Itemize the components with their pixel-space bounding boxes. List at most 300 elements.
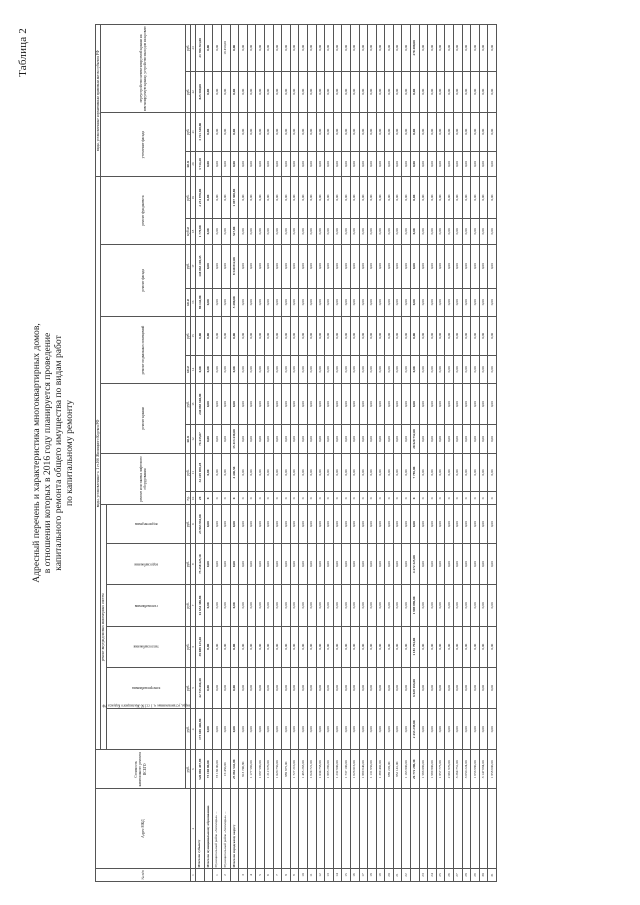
- row-value: 0,00: [213, 218, 222, 244]
- th-unit: руб.: [185, 383, 190, 424]
- row-value: 0: [204, 491, 213, 504]
- row-value: 0,00: [299, 424, 308, 452]
- row-value: 0,00: [230, 316, 239, 355]
- row-value: 0,00: [385, 584, 394, 625]
- row-value: 0,00: [204, 383, 213, 424]
- row-value: 0,00: [213, 316, 222, 355]
- row-value: 0,00: [488, 626, 497, 667]
- column-index-cell: 8: [191, 543, 196, 584]
- row-value: 0,00: [213, 626, 222, 667]
- row-value: 0,00: [393, 453, 402, 492]
- row-value: 0,00: [333, 543, 342, 584]
- column-index-cell: 13: [191, 383, 196, 424]
- row-value: 0,00: [325, 288, 334, 316]
- table-total-row: [196, 24, 205, 881]
- column-index-cell: 6: [191, 626, 196, 667]
- row-value: 0,00: [204, 543, 213, 584]
- row-value: 0,00: [350, 543, 359, 584]
- row-value: 0,00: [462, 71, 471, 112]
- row-value: 0,00: [488, 453, 497, 492]
- row-value: 0,00: [462, 543, 471, 584]
- row-value: 0,00: [376, 244, 385, 288]
- row-value: 0,00: [204, 453, 213, 492]
- column-index-cell: 20: [191, 151, 196, 177]
- row-value: 0: [419, 491, 428, 504]
- row-value: 0: [342, 491, 351, 504]
- row-value: 0,00: [471, 626, 480, 667]
- row-value: 0: [368, 491, 377, 504]
- row-value: 0,00: [256, 24, 265, 71]
- row-value: 0,00: [393, 288, 402, 316]
- th-other-works: переустройство невентилируемой крыши на вентилируемую крышу, устройство выходов на кровлю: [101, 24, 185, 112]
- row-value: 0,00: [411, 71, 420, 112]
- row-cost: 73 160 00,00: [204, 749, 213, 788]
- row-value: 0,00: [222, 176, 231, 218]
- row-number: 30: [479, 868, 488, 881]
- row-value: 0,00: [342, 355, 351, 383]
- row-value: 0,00: [428, 24, 437, 71]
- row-value: 0,00: [428, 316, 437, 355]
- th-sub-sewer: водоотведения: [106, 504, 185, 543]
- row-value: 0,00: [333, 584, 342, 625]
- row-value: 0,00: [256, 584, 265, 625]
- row-value: 0,00: [290, 71, 299, 112]
- row-value: 0,00: [428, 504, 437, 543]
- row-value: 0,00: [376, 71, 385, 112]
- row-number: 29: [471, 868, 480, 881]
- table-row: [368, 24, 377, 881]
- table-label: Таблица 2: [17, 27, 29, 77]
- row-value: 0,00: [247, 244, 256, 288]
- row-value: 0,00: [368, 71, 377, 112]
- row-value: 42 735 466,40: [196, 667, 205, 708]
- row-value: 0,00: [428, 71, 437, 112]
- row-value: 0,00: [462, 355, 471, 383]
- row-number: 28: [462, 868, 471, 881]
- row-value: 0,00: [402, 584, 411, 625]
- title-line: Адресный перечень и характеристика многоквартирных домов,: [31, 322, 42, 583]
- row-value: 61 654 380,90: [196, 584, 205, 625]
- row-value: 0: [222, 491, 231, 504]
- row-value: 0,00: [273, 504, 282, 543]
- row-value: 0,00: [204, 151, 213, 177]
- row-value: 0,00: [307, 584, 316, 625]
- row-value: 0,00: [454, 708, 463, 749]
- row-value: 0: [376, 491, 385, 504]
- row-value: 0,00: [333, 504, 342, 543]
- row-value: 0,00: [471, 71, 480, 112]
- row-value: 0,00: [402, 316, 411, 355]
- row-cost: 1 177 560,00: [247, 749, 256, 788]
- row-value: 0,00: [230, 626, 239, 667]
- row-value: 0,00: [222, 151, 231, 177]
- row-value: 0,00: [462, 667, 471, 708]
- row-value: 0,00: [376, 424, 385, 452]
- th-unit: руб.: [185, 749, 190, 788]
- table-row: [488, 24, 497, 881]
- row-address: [342, 788, 351, 868]
- row-value: 0,00: [342, 584, 351, 625]
- row-value: 0,00: [436, 176, 445, 218]
- table-row: [264, 24, 273, 881]
- row-value: 0,00: [299, 453, 308, 492]
- row-value: 0,00: [307, 151, 316, 177]
- row-value: 0,00: [411, 288, 420, 316]
- row-value: 0,00: [307, 543, 316, 584]
- row-value: 0,00: [393, 383, 402, 424]
- row-value: 0: [471, 491, 480, 504]
- row-value: 0,00: [333, 667, 342, 708]
- row-value: 0,00: [368, 708, 377, 749]
- row-number: 14: [333, 868, 342, 881]
- row-value: 0,00: [333, 355, 342, 383]
- row-value: 0,00: [402, 176, 411, 218]
- row-value: 0,00: [307, 71, 316, 112]
- row-address: [419, 788, 428, 868]
- row-value: 0,00: [213, 24, 222, 71]
- row-value: 0,00: [213, 383, 222, 424]
- row-value: 0,00: [411, 112, 420, 151]
- row-value: 0,00: [488, 584, 497, 625]
- row-cost: 1 212 670,00: [264, 749, 273, 788]
- row-cost: 1 969 800,00: [428, 749, 437, 788]
- row-value: 0,00: [222, 383, 231, 424]
- row-value: 148 863 169,45: [196, 244, 205, 288]
- row-value: 0,00: [282, 453, 291, 492]
- row-value: 0,00: [411, 176, 420, 218]
- row-cost: 1 656 980,00: [471, 749, 480, 788]
- th-unit: руб.: [185, 584, 190, 625]
- row-value: 0,00: [445, 355, 454, 383]
- table-row: [436, 24, 445, 881]
- row-number: 10: [299, 868, 308, 881]
- row-value: 0,00: [213, 151, 222, 177]
- row-value: 0,00: [239, 626, 248, 667]
- row-value: 0,00: [316, 71, 325, 112]
- row-value: 0,00: [359, 383, 368, 424]
- table-total-row: [411, 24, 420, 881]
- row-value: 0,00: [282, 24, 291, 71]
- row-value: 0,00: [282, 708, 291, 749]
- row-value: 0,00: [247, 584, 256, 625]
- row-value: 0,00: [436, 24, 445, 71]
- row-value: 0,00: [419, 71, 428, 112]
- table-row: [299, 24, 308, 881]
- row-value: 0,00: [376, 626, 385, 667]
- row-value: 0,00: [196, 316, 205, 355]
- row-value: 0,00: [342, 24, 351, 71]
- row-value: 0,00: [222, 453, 231, 492]
- row-value: 0,00: [290, 453, 299, 492]
- row-address: [256, 788, 265, 868]
- row-value: 0,00: [402, 543, 411, 584]
- row-value: 0,00: [471, 383, 480, 424]
- table-row: [290, 24, 299, 881]
- row-value: 0,00: [385, 708, 394, 749]
- row-value: 0,00: [273, 316, 282, 355]
- row-value: 0: [411, 491, 420, 504]
- row-value: 0,00: [454, 244, 463, 288]
- row-value: 0,00: [290, 355, 299, 383]
- row-value: 0,00: [376, 667, 385, 708]
- row-value: 0,00: [462, 218, 471, 244]
- row-value: 0,00: [247, 288, 256, 316]
- row-value: 0,00: [350, 176, 359, 218]
- row-value: 0,00: [213, 71, 222, 112]
- row-value: 0,00: [204, 24, 213, 71]
- row-value: 0,00: [299, 504, 308, 543]
- row-value: 0,00: [264, 543, 273, 584]
- row-address: Итого по городскому округу: [230, 788, 239, 868]
- row-value: 0,00: [325, 584, 334, 625]
- row-value: 0,00: [333, 383, 342, 424]
- row-value: 0,00: [213, 176, 222, 218]
- table-row: [471, 24, 480, 881]
- row-value: 0,00: [333, 453, 342, 492]
- row-value: 0,00: [290, 504, 299, 543]
- row-value: 0,00: [222, 424, 231, 452]
- row-cost: 1 624 721,00: [307, 749, 316, 788]
- row-value: 0,00: [454, 151, 463, 177]
- row-value: 0,00: [411, 355, 420, 383]
- row-value: 0,00: [445, 176, 454, 218]
- row-value: 0,00: [428, 244, 437, 288]
- row-number: 23: [419, 868, 428, 881]
- row-value: 0,00: [299, 71, 308, 112]
- row-address: Муниципальный район «Заполярье» ...: [222, 788, 231, 868]
- row-value: 0,00: [230, 667, 239, 708]
- row-value: 0,00: [419, 316, 428, 355]
- row-value: 0,00: [428, 288, 437, 316]
- row-value: 0,00: [342, 218, 351, 244]
- th-unit: руб.: [185, 453, 190, 492]
- row-value: 0,00: [402, 453, 411, 492]
- row-value: 0,00: [239, 244, 248, 288]
- row-value: 0,00: [264, 626, 273, 667]
- row-value: 0,00: [428, 383, 437, 424]
- row-value: 0,00: [350, 626, 359, 667]
- row-value: 0,00: [325, 626, 334, 667]
- row-value: 0,00: [419, 504, 428, 543]
- row-value: 0,00: [222, 112, 231, 151]
- row-value: 0,00: [368, 112, 377, 151]
- row-value: 0,00: [350, 24, 359, 71]
- row-value: 0,00: [264, 584, 273, 625]
- row-address: [471, 788, 480, 868]
- row-value: 0,00: [316, 626, 325, 667]
- row-value: 0,00: [436, 288, 445, 316]
- row-value: 0: [299, 491, 308, 504]
- row-value: 0,00: [239, 424, 248, 452]
- table-row: [428, 24, 437, 881]
- row-value: 0,00: [204, 355, 213, 383]
- th-unit: руб.: [185, 504, 190, 543]
- row-value: 0,00: [204, 316, 213, 355]
- row-value: 0,00: [350, 708, 359, 749]
- row-value: 0,00: [393, 504, 402, 543]
- row-value: 0,00: [445, 151, 454, 177]
- column-index-cell: 15: [191, 316, 196, 355]
- th-facade: ремонт фасада: [101, 244, 185, 316]
- row-value: 0,00: [290, 316, 299, 355]
- th-sub-water: водоснабжения: [106, 543, 185, 584]
- row-value: 0,00: [488, 218, 497, 244]
- row-cost: 520 896 497,99: [196, 749, 205, 788]
- row-value: 0,00: [264, 355, 273, 383]
- row-value: 0,00: [359, 151, 368, 177]
- row-cost: 1 369 402,00: [376, 749, 385, 788]
- row-number: 20: [385, 868, 394, 881]
- row-value: 0,00: [436, 151, 445, 177]
- row-value: 0,00: [213, 355, 222, 383]
- row-cost: 1 626 016,00: [350, 749, 359, 788]
- row-value: 0,00: [359, 626, 368, 667]
- row-number: 8: [282, 868, 291, 881]
- row-value: 0,00: [299, 383, 308, 424]
- row-cost: 1 566 090,00: [419, 749, 428, 788]
- row-value: 0,00: [333, 218, 342, 244]
- row-value: 0: [256, 491, 265, 504]
- row-value: 0,00: [436, 667, 445, 708]
- row-value: 0,00: [428, 584, 437, 625]
- row-value: 0,00: [247, 316, 256, 355]
- row-value: 0,00: [419, 244, 428, 288]
- table-row: [333, 24, 342, 881]
- row-value: 0,00: [454, 112, 463, 151]
- row-value: 0,00: [204, 626, 213, 667]
- row-value: 0,00: [256, 453, 265, 492]
- row-value: 0,00: [299, 708, 308, 749]
- row-value: 0,00: [333, 626, 342, 667]
- row-value: 0,00: [488, 355, 497, 383]
- row-cost: 852 141,00: [393, 749, 402, 788]
- row-value: 0,00: [316, 543, 325, 584]
- row-value: 0,00: [273, 453, 282, 492]
- row-value: 0,00: [419, 667, 428, 708]
- document-sheet: [15, 18, 625, 888]
- th-sub-gas: газоснабжения: [106, 584, 185, 625]
- row-value: 0,00: [402, 626, 411, 667]
- row-cost: 2 061 970,00: [445, 749, 454, 788]
- row-value: 0,00: [282, 176, 291, 218]
- row-value: 0,00: [247, 424, 256, 452]
- row-value: 0,00: [239, 288, 248, 316]
- row-cost: 16 450,00: [222, 749, 231, 788]
- row-value: 0,00: [428, 626, 437, 667]
- row-value: 0,00: [376, 383, 385, 424]
- th-unit: ед.: [185, 491, 190, 504]
- row-number: 1: [213, 868, 222, 881]
- row-value: 0,00: [462, 151, 471, 177]
- row-value: 0,00: [256, 176, 265, 218]
- row-value: 0,00: [325, 218, 334, 244]
- row-value: 0,00: [376, 453, 385, 492]
- row-value: 0,00: [316, 316, 325, 355]
- row-value: 0,00: [325, 667, 334, 708]
- th-num: № п/п: [96, 868, 191, 881]
- row-value: 0,00: [471, 244, 480, 288]
- row-value: 0,00: [428, 176, 437, 218]
- row-value: 0,00: [239, 112, 248, 151]
- row-value: 0,00: [247, 708, 256, 749]
- row-value: 7 785,00: [411, 453, 420, 492]
- row-number: 11: [307, 868, 316, 881]
- row-value: 0,00: [402, 71, 411, 112]
- row-cost: 26 772 290,30: [411, 749, 420, 788]
- row-value: 0,00: [471, 151, 480, 177]
- row-value: 0: [264, 491, 273, 504]
- row-value: 0,00: [307, 504, 316, 543]
- row-value: 0,00: [264, 151, 273, 177]
- row-value: 0,00: [342, 504, 351, 543]
- row-value: 0,00: [307, 453, 316, 492]
- row-value: 0,00: [239, 316, 248, 355]
- row-value: 15 413 430,00: [230, 424, 239, 452]
- row-value: 0,00: [436, 71, 445, 112]
- row-value: 0,00: [230, 71, 239, 112]
- row-value: 0,00: [342, 151, 351, 177]
- row-value: 0,00: [222, 71, 231, 112]
- title-line: в отношении которых в 2016 году планируется проведение: [42, 332, 53, 573]
- row-value: 0,00: [325, 244, 334, 288]
- row-value: 0: [307, 491, 316, 504]
- row-value: 0,00: [273, 24, 282, 71]
- row-cost: 813 746,80: [239, 749, 248, 788]
- row-value: 0,00: [273, 288, 282, 316]
- row-value: 0,00: [376, 708, 385, 749]
- row-number: 2: [222, 868, 231, 881]
- repair-table: [95, 24, 497, 882]
- row-value: 0,00: [350, 383, 359, 424]
- row-value: 0,00: [368, 383, 377, 424]
- row-value: 0,00: [479, 584, 488, 625]
- row-value: 0,00: [385, 112, 394, 151]
- row-number: 22: [402, 868, 411, 881]
- row-value: 0,00: [256, 504, 265, 543]
- row-value: 0,00: [333, 176, 342, 218]
- row-value: 0,00: [342, 176, 351, 218]
- column-index-cell: 22: [191, 71, 196, 112]
- row-value: 0,00: [239, 383, 248, 424]
- row-address: [290, 788, 299, 868]
- row-value: 0,00: [471, 112, 480, 151]
- row-value: 0,00: [471, 24, 480, 71]
- row-value: 0,00: [419, 151, 428, 177]
- column-index-cell: 21: [191, 112, 196, 151]
- row-value: 76 435,07: [196, 424, 205, 452]
- row-value: 0,00: [196, 355, 205, 383]
- row-value: 0,00: [264, 176, 273, 218]
- row-value: 0,00: [402, 288, 411, 316]
- th-unit: руб.: [185, 244, 190, 288]
- table-row: [342, 24, 351, 881]
- row-value: 0,00: [402, 504, 411, 543]
- row-value: 0,00: [273, 355, 282, 383]
- row-value: 0,00: [213, 584, 222, 625]
- row-value: 0,00: [428, 355, 437, 383]
- row-value: 0,00: [307, 112, 316, 151]
- row-value: 0,00: [445, 288, 454, 316]
- row-value: 0,00: [488, 424, 497, 452]
- row-address: [333, 788, 342, 868]
- row-value: 0,00: [445, 667, 454, 708]
- table-body: [191, 24, 497, 881]
- row-number: 25: [436, 868, 445, 881]
- th-unit: кв.м: [185, 355, 190, 383]
- row-value: 0,00: [393, 112, 402, 151]
- row-value: 0,00: [462, 288, 471, 316]
- row-value: 527,00: [230, 218, 239, 244]
